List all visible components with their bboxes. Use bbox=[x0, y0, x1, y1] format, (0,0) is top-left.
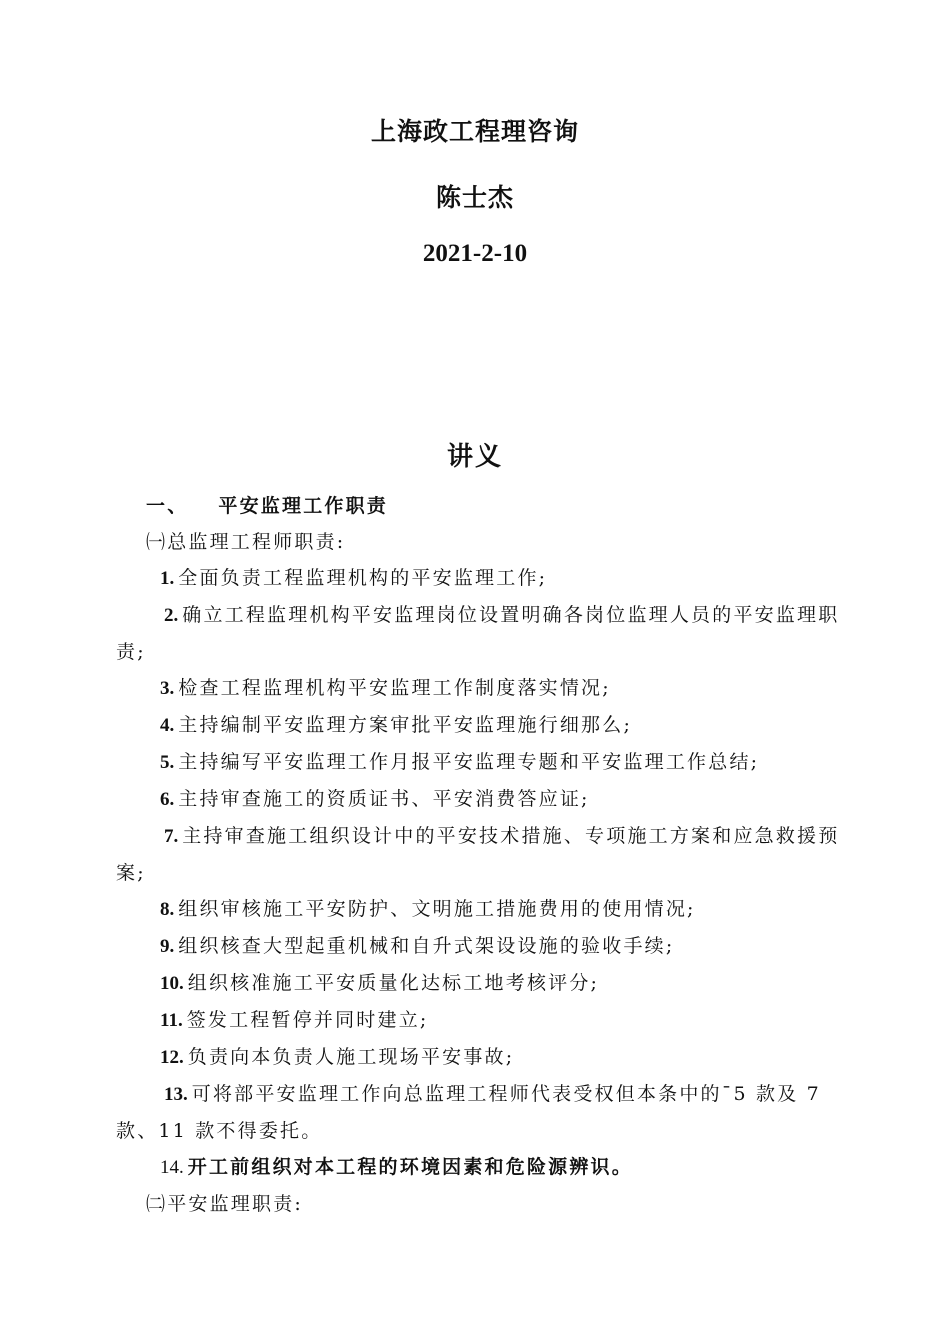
subsection-heading-2: ㈡平安监理职责: bbox=[146, 1193, 304, 1215]
item-text: 开工前组织对本工程的环境因素和危险源辨识。 bbox=[187, 1156, 633, 1178]
item-number: 10. bbox=[160, 973, 184, 994]
list-item-13 bbox=[116, 1076, 856, 1149]
item-text: 负责向本负责人施工现场平安事故; bbox=[187, 1046, 515, 1068]
item-number: 13. bbox=[164, 1084, 188, 1105]
item-number: 8. bbox=[160, 899, 175, 920]
list-item-11 bbox=[116, 1002, 856, 1039]
subsection-heading-1: ㈠总监理工程师职责: bbox=[146, 531, 346, 553]
item-text: 主持编写平安监理工作月报平安监理专题和平安监理工作总结; bbox=[178, 751, 760, 773]
list-item-12 bbox=[116, 1039, 856, 1076]
author-name: 陈士杰 bbox=[435, 183, 514, 212]
lecture-title: 讲义 bbox=[446, 442, 503, 472]
list-item-1 bbox=[116, 560, 856, 597]
list-item-14 bbox=[116, 1149, 856, 1186]
item-text: 全面负责工程监理机构的平安监理工作; bbox=[178, 567, 548, 589]
document-body bbox=[116, 488, 856, 1222]
item-number: 5. bbox=[160, 752, 175, 773]
list-item-6 bbox=[116, 781, 856, 818]
item-text: 签发工程暂停并同时建立; bbox=[186, 1009, 429, 1031]
list-item-5 bbox=[116, 744, 856, 781]
item-number: 9. bbox=[160, 936, 175, 957]
item-text: 组织审核施工平安防护、文明施工措施费用的使用情况; bbox=[178, 898, 696, 920]
item-text: 主持审查施工的资质证书、平安消费答应证; bbox=[178, 788, 590, 810]
organization-name: 上海政工程理咨询 bbox=[370, 117, 579, 146]
item-number: 6. bbox=[160, 789, 175, 810]
list-item-9 bbox=[116, 928, 856, 965]
list-item-4 bbox=[116, 707, 856, 744]
item-number: 1. bbox=[160, 568, 175, 589]
list-item-8 bbox=[116, 891, 856, 928]
item-text: 组织核准施工平安质量化达标工地考核评分; bbox=[187, 972, 600, 994]
item-text: 组织核查大型起重机械和自升式架设设施的验收手续; bbox=[178, 935, 675, 957]
list-item-3 bbox=[116, 670, 856, 707]
item-number: 14. bbox=[160, 1157, 184, 1178]
section-heading bbox=[116, 488, 856, 524]
section-title: 平安监理工作职责 bbox=[218, 495, 389, 517]
item-text: 主持审查施工组织设计中的平安技术措施、专项施工方案和应急救援预案; bbox=[116, 825, 840, 884]
item-text: 检查工程监理机构平安监理工作制度落实情况; bbox=[178, 677, 611, 699]
section-number: 一、 bbox=[146, 495, 189, 517]
item-number: 12. bbox=[160, 1047, 184, 1068]
document-date: 2021-2-10 bbox=[422, 240, 528, 267]
item-text: 可将部平安监理工作向总监理工程师代表受权但本条中的¯5 款及 7 款、11 款不得委托。 bbox=[116, 1083, 821, 1142]
list-item-2 bbox=[116, 597, 856, 670]
list-item-10 bbox=[116, 965, 856, 1002]
item-text: 主持编制平安监理方案审批平安监理施行细那么; bbox=[178, 714, 633, 736]
item-number: 7. bbox=[164, 826, 179, 847]
item-number: 2. bbox=[164, 605, 179, 626]
list-item-7 bbox=[116, 818, 856, 891]
item-number: 11. bbox=[160, 1010, 183, 1031]
item-text: 确立工程监理机构平安监理岗位设置明确各岗位监理人员的平安监理职责; bbox=[116, 604, 840, 663]
item-number: 4. bbox=[160, 715, 175, 736]
item-number: 3. bbox=[160, 678, 175, 699]
